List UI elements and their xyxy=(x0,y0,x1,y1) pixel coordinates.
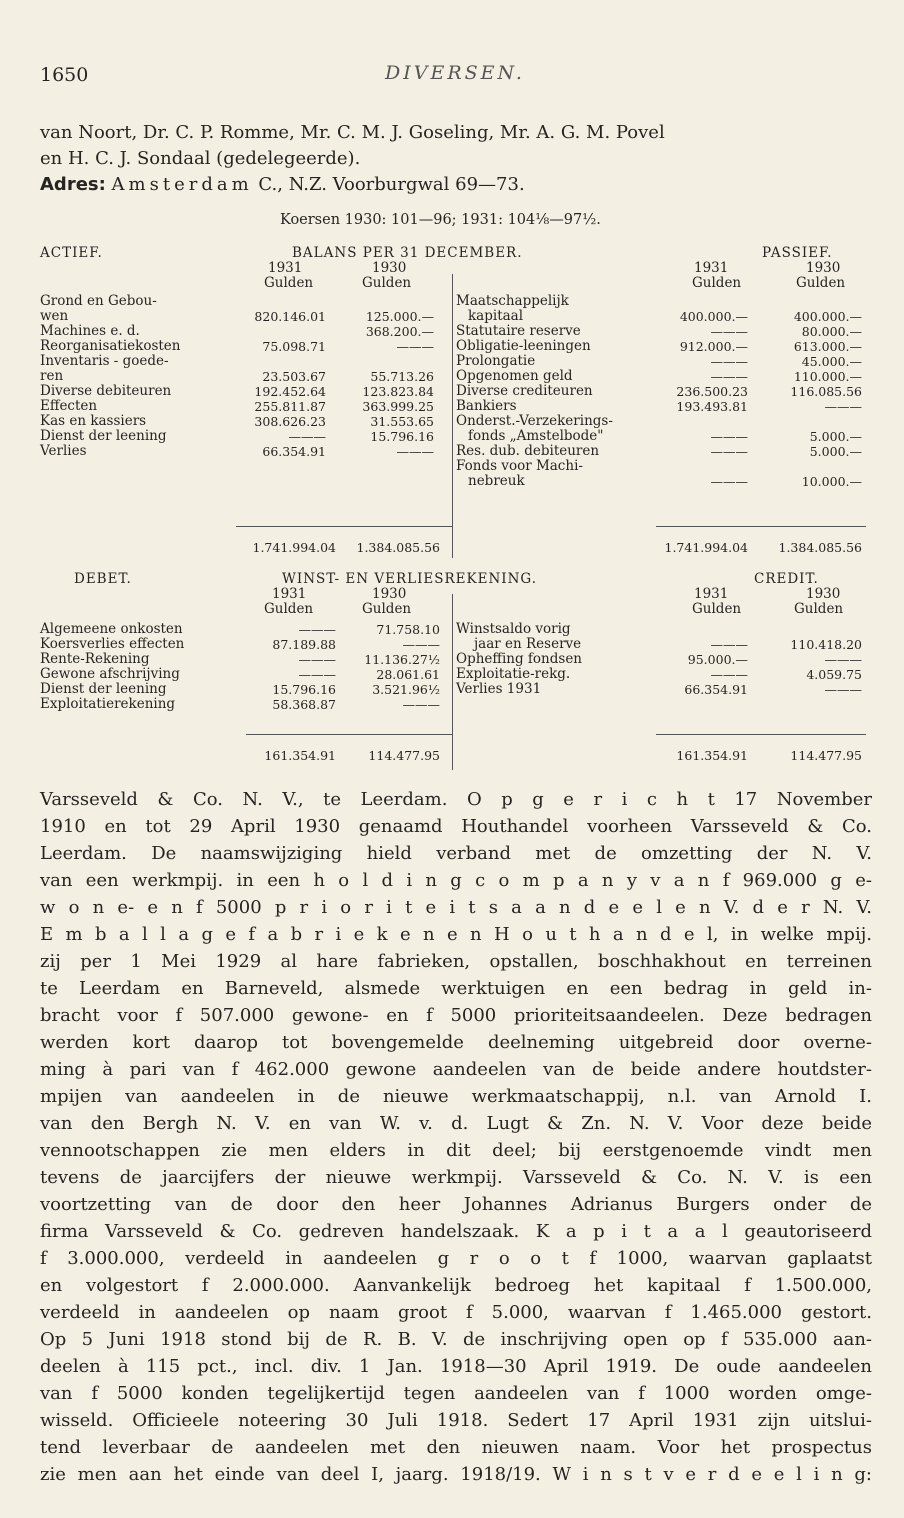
year-1931: 1931 xyxy=(694,586,729,602)
currency-label: Gulden xyxy=(362,275,412,291)
passief-label: Res. dub. debiteuren xyxy=(456,443,600,459)
debet-label: Exploitatierekening xyxy=(40,696,176,712)
credit-heading: CREDIT. xyxy=(754,571,819,587)
body-text-line: Varsseveld & Co. N. V., te Leerdam. O p g e r i c h t 17 November xyxy=(40,789,872,810)
passief-value-1931: ——— xyxy=(710,369,748,384)
total-right-1931: 161.354.91 xyxy=(676,748,748,763)
balance-sheet xyxy=(36,246,876,558)
passief-value-1930: 613.000.— xyxy=(793,339,862,354)
credit-value-1931: ——— xyxy=(710,637,748,652)
passief-value-1931: ——— xyxy=(710,324,748,339)
passief-value-1931: 193.493.81 xyxy=(676,399,748,414)
body-text-line: tevens de jaarcijfers der nieuwe werkmpij. Varsseveld & Co. N. V. is een xyxy=(40,1167,872,1188)
total-left-1930: 1.384.085.56 xyxy=(356,540,440,555)
debet-heading: DEBET. xyxy=(74,571,132,587)
year-1930: 1930 xyxy=(806,586,841,602)
passief-value-1931: ——— xyxy=(710,354,748,369)
debet-value-1931: 87.189.88 xyxy=(272,637,336,652)
credit-value-1930: ——— xyxy=(824,682,862,697)
body-text-line: voortzetting van de door den heer Johannes Adrianus Burgers onder de xyxy=(40,1194,872,1215)
debet-label: Algemeene onkosten xyxy=(40,621,183,637)
actief-value-1931: 192.452.64 xyxy=(254,384,326,399)
passief-label: Prolongatie xyxy=(456,353,536,369)
passief-value-1930: 5.000.— xyxy=(809,429,862,444)
year-1931: 1931 xyxy=(272,586,307,602)
currency-label: Gulden xyxy=(794,601,844,617)
year-1930: 1930 xyxy=(806,260,841,276)
actief-value-1930: ——— xyxy=(396,339,434,354)
body-text-line: verdeeld in aandeelen op naam groot f 5.000, waarvan f 1.465.000 gestort. xyxy=(40,1302,872,1323)
actief-value-1931: 23.503.67 xyxy=(262,369,326,384)
credit-value-1931: 66.354.91 xyxy=(684,682,748,697)
passief-value-1930: 116.085.56 xyxy=(790,384,862,399)
body-text xyxy=(40,786,872,1488)
address-rest: C., N.Z. Voorburgwal 69—73. xyxy=(258,174,525,195)
body-text-line: w o n e- e n f 5000 p r i o r i t e i t s a a n d e e l e n V. d e r N. V. xyxy=(40,897,872,918)
credit-label: Exploitatie-rekg. xyxy=(456,666,571,682)
passief-value-1931: 400.000.— xyxy=(679,309,748,324)
passief-value-1930: 80.000.— xyxy=(801,324,862,339)
credit-label: Opheffing fondsen xyxy=(456,651,583,667)
passief-value-1930: ——— xyxy=(824,399,862,414)
actief-label: Kas en kassiers xyxy=(40,413,147,429)
intro-line: en H. C. J. Sondaal (gedelegeerde). xyxy=(40,148,361,169)
body-text-line: zij per 1 Mei 1929 al hare fabrieken, opstallen, boschhakhout en terreinen xyxy=(40,951,872,972)
credit-label: Winstsaldo vorig xyxy=(456,621,571,637)
body-text-line: tend leverbaar de aandeelen met den nieuwen naam. Voor het prospectus xyxy=(40,1437,872,1458)
body-text-line: en volgestort f 2.000.000. Aanvankelijk bedroeg het kapitaal f 1.500.000, xyxy=(40,1275,872,1296)
passief-value-1930: 110.000.— xyxy=(793,369,862,384)
debet-value-1931: ——— xyxy=(298,622,336,637)
body-text-line: van een werkmpij. in een h o l d i n g c o m p a n y v a n f 969.000 g e- xyxy=(40,870,872,891)
year-1931: 1931 xyxy=(268,260,303,276)
passief-heading: PASSIEF. xyxy=(762,245,833,261)
debet-value-1930: ——— xyxy=(402,697,440,712)
debet-label: Gewone afschrijving xyxy=(40,666,180,682)
passief-label: Onderst.-Verzekerings- xyxy=(456,413,613,429)
address-line xyxy=(40,172,880,198)
actief-value-1930: 368.200.— xyxy=(365,324,434,339)
actief-value-1930: 55.713.26 xyxy=(370,369,434,384)
actief-heading: ACTIEF. xyxy=(40,245,103,261)
passief-label: Maatschappelijk xyxy=(456,293,569,309)
body-text-line: van f 5000 konden tegelijkertijd tegen aandeelen van f 1000 worden omge- xyxy=(40,1383,872,1404)
debet-value-1930: 71.758.10 xyxy=(376,622,440,637)
koersen-line: Koersen 1930: 101—96; 1931: 104⅛—97½. xyxy=(280,212,601,228)
body-text-line: werden kort daarop tot bovengemelde deelneming uitgebreid door overne- xyxy=(40,1032,872,1053)
body-text-line: vennootschappen zie men elders in dit deel; bij eerstgenoemde vindt men xyxy=(40,1140,872,1161)
body-text-line: Op 5 Juni 1918 stond bij de R. B. V. de inschrijving open op f 535.000 aan- xyxy=(40,1329,872,1350)
body-text-line: 1910 en tot 29 April 1930 genaamd Houthandel voorheen Varsseveld & Co. xyxy=(40,816,872,837)
actief-value-1931: ——— xyxy=(288,429,326,444)
passief-value-1930: 10.000.— xyxy=(801,474,862,489)
debet-label: Rente-Rekening xyxy=(40,651,150,667)
intro-line: van Noort, Dr. C. P. Romme, Mr. C. M. J. Goseling, Mr. A. G. M. Povel xyxy=(40,122,665,143)
body-text-line: zie men aan het einde van deel I, jaarg. 1918/19. W i n s t v e r d e e l i n g: xyxy=(40,1464,872,1485)
credit-value-1931: ——— xyxy=(710,667,748,682)
total-rule xyxy=(656,526,866,527)
credit-label: jaar en Reserve xyxy=(474,636,582,652)
total-right-1931: 1.741.994.04 xyxy=(664,540,748,555)
debet-value-1931: 58.368.87 xyxy=(272,697,336,712)
address-city: Amsterdam xyxy=(111,174,253,195)
debet-value-1930: 28.061.61 xyxy=(376,667,440,682)
body-text-line: mpijen van aandeelen in de nieuwe werkmaatschappij, n.l. van Arnold I. xyxy=(40,1086,872,1107)
passief-label: Obligatie-leeningen xyxy=(456,338,591,354)
page-header xyxy=(40,62,870,92)
body-text-line: firma Varsseveld & Co. gedreven handelszaak. K a p i t a a l geautoriseerd xyxy=(40,1221,872,1242)
intro-block xyxy=(40,120,880,198)
column-divider xyxy=(452,274,453,558)
total-right-1930: 1.384.085.56 xyxy=(778,540,862,555)
currency-label: Gulden xyxy=(692,275,742,291)
passief-value-1930: 45.000.— xyxy=(801,354,862,369)
credit-value-1931: 95.000.— xyxy=(687,652,748,667)
debet-label: Dienst der leening xyxy=(40,681,167,697)
currency-label: Gulden xyxy=(264,601,314,617)
actief-value-1930: 363.999.25 xyxy=(362,399,434,414)
passief-value-1930: 5.000.— xyxy=(809,444,862,459)
actief-label: Grond en Gebou- xyxy=(40,293,157,309)
body-text-line: wisseld. Officieele noteering 30 Juli 1918. Sedert 17 April 1931 zijn uitslui- xyxy=(40,1410,872,1431)
passief-value-1930: 400.000.— xyxy=(793,309,862,324)
body-text-line: bracht voor f 507.000 gewone- en f 5000 prioriteitsaandeelen. Deze bedragen xyxy=(40,1005,872,1026)
page-number: 1650 xyxy=(40,64,89,86)
passief-label: fonds „Amstelbode" xyxy=(468,428,604,444)
debet-value-1930: ——— xyxy=(402,637,440,652)
actief-label: Verlies xyxy=(40,443,87,459)
currency-label: Gulden xyxy=(796,275,846,291)
total-rule xyxy=(656,734,866,735)
passief-label: Fonds voor Machi- xyxy=(456,458,583,474)
debet-value-1931: 15.796.16 xyxy=(272,682,336,697)
year-1931: 1931 xyxy=(694,260,729,276)
currency-label: Gulden xyxy=(362,601,412,617)
debet-value-1931: ——— xyxy=(298,667,336,682)
balans-heading: BALANS PER 31 DECEMBER. xyxy=(292,245,523,261)
actief-value-1931: 75.098.71 xyxy=(262,339,326,354)
passief-value-1931: ——— xyxy=(710,474,748,489)
currency-label: Gulden xyxy=(692,601,742,617)
actief-label: Diverse debiteuren xyxy=(40,383,172,399)
actief-value-1931: 255.811.87 xyxy=(254,399,326,414)
credit-value-1930: 4.059.75 xyxy=(806,667,862,682)
passief-value-1931: 912.000.— xyxy=(679,339,748,354)
actief-value-1930: 31.553.65 xyxy=(370,414,434,429)
actief-value-1931: 820.146.01 xyxy=(254,309,326,324)
total-rule xyxy=(246,734,452,735)
body-text-line: deelen à 115 pct., incl. div. 1 Jan. 1918—30 April 1919. De oude aandeelen xyxy=(40,1356,872,1377)
passief-label: Opgenomen geld xyxy=(456,368,573,384)
passief-label: kapitaal xyxy=(468,308,524,324)
total-rule xyxy=(236,526,452,527)
actief-value-1931: 308.626.23 xyxy=(254,414,326,429)
column-divider xyxy=(452,594,453,770)
body-text-line: f 3.000.000, verdeeld in aandeelen g r o o t f 1000, waarvan gaplaatst xyxy=(40,1248,872,1269)
actief-value-1930: 15.796.16 xyxy=(370,429,434,444)
address-label: Adres: xyxy=(40,174,106,195)
total-left-1931: 161.354.91 xyxy=(264,748,336,763)
currency-label: Gulden xyxy=(264,275,314,291)
debet-label: Koersverlies effecten xyxy=(40,636,185,652)
debet-value-1931: ——— xyxy=(298,652,336,667)
passief-value-1931: ——— xyxy=(710,444,748,459)
credit-value-1930: 110.418.20 xyxy=(790,637,862,652)
year-1930: 1930 xyxy=(372,260,407,276)
body-text-line: ming à pari van f 462.000 gewone aandeelen van de beide andere houtdster- xyxy=(40,1059,872,1080)
actief-value-1931: 66.354.91 xyxy=(262,444,326,459)
running-title: DIVERSEN. xyxy=(385,62,525,84)
winst-heading: WINST- EN VERLIESREKENING. xyxy=(282,571,538,587)
body-text-line: te Leerdam en Barneveld, alsmede werktuigen en een bedrag in geld in- xyxy=(40,978,872,999)
credit-label: Verlies 1931 xyxy=(456,681,542,697)
actief-label: Dienst der leening xyxy=(40,428,167,444)
total-right-1930: 114.477.95 xyxy=(790,748,862,763)
body-text-line: van den Bergh N. V. en van W. v. d. Lugt & Zn. N. V. Voor deze beide xyxy=(40,1113,872,1134)
passief-label: nebreuk xyxy=(468,473,525,489)
actief-label: Effecten xyxy=(40,398,98,414)
actief-label: ren xyxy=(40,368,64,384)
body-text-line: E m b a l l a g e f a b r i e k e n e n H o u t h a n d e l, in welke mpij. xyxy=(40,924,872,945)
actief-label: wen xyxy=(40,308,69,324)
debet-value-1930: 11.136.27½ xyxy=(364,652,440,667)
debet-value-1930: 3.521.96½ xyxy=(372,682,440,697)
passief-label: Statutaire reserve xyxy=(456,323,581,339)
actief-value-1930: 123.823.84 xyxy=(362,384,434,399)
actief-value-1930: 125.000.— xyxy=(365,309,434,324)
total-left-1930: 114.477.95 xyxy=(368,748,440,763)
actief-label: Reorganisatiekosten xyxy=(40,338,181,354)
actief-label: Machines e. d. xyxy=(40,323,140,339)
total-left-1931: 1.741.994.04 xyxy=(252,540,336,555)
profit-loss-account xyxy=(36,572,876,772)
credit-value-1930: ——— xyxy=(824,652,862,667)
passief-value-1931: 236.500.23 xyxy=(676,384,748,399)
year-1930: 1930 xyxy=(372,586,407,602)
passief-label: Bankiers xyxy=(456,398,517,414)
body-text-line: Leerdam. De naamswijziging hield verband met de omzetting der N. V. xyxy=(40,843,872,864)
actief-value-1930: ——— xyxy=(396,444,434,459)
actief-label: Inventaris - goede- xyxy=(40,353,169,369)
passief-label: Diverse crediteuren xyxy=(456,383,593,399)
passief-value-1931: ——— xyxy=(710,429,748,444)
